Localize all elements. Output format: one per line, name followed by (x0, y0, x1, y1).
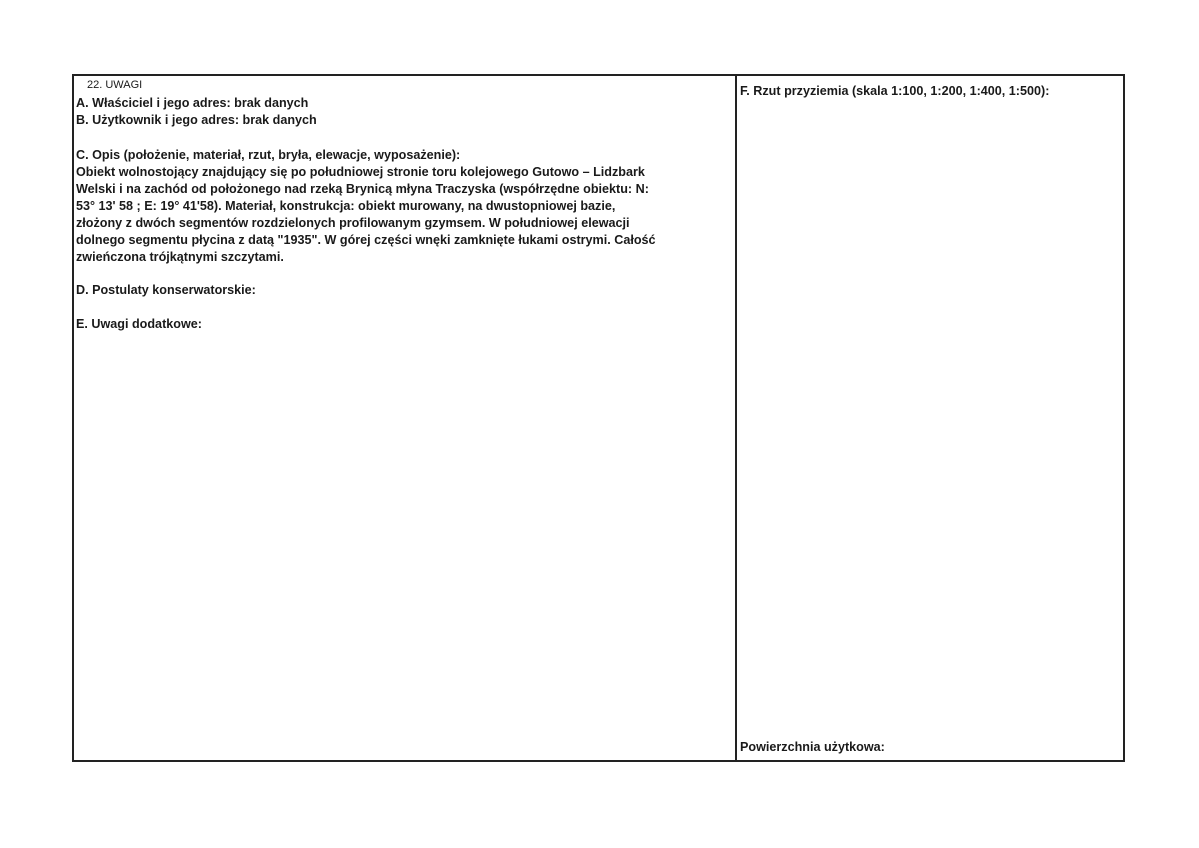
floor-plan-heading: F. Rzut przyziemia (skala 1:100, 1:200, 1:400, 1:500): (740, 84, 1050, 98)
description-heading: C. Opis (położenie, materiał, rzut, bryła, elewacje, wyposażenie): (76, 148, 461, 162)
form-sheet (72, 74, 1125, 762)
description-body: Obiekt wolnostojący znajdujący się po południowej stronie toru kolejowego Gutowo – Lidzbark Welski i na zachód od położonego nad rzeką Brynicą młyna Traczyska (współrzędne obiektu: N: 53° 13' 58 ; E: 19° 41'58). Materiał, konstrukcja: obiekt murowany, na dwustopniowej bazie, złożony z dwóch segmentów rozdzielonych profilowanym gzymsem. W południowej elewacji dolnego segmentu płycina z datą "1935". W górej części wnęki zamknięte łukami ostrymi. Całość zwieńczona trójkątnymi szczytami. (76, 165, 656, 264)
owner-field: A. Właściciel i jego adres: brak danych (76, 96, 309, 110)
floor-plan-column (737, 76, 1123, 760)
user-field: B. Użytkownik i jego adres: brak danych (76, 113, 317, 127)
conservation-postulates-field: D. Postulaty konserwatorskie: (76, 283, 256, 297)
remarks-column (74, 76, 737, 760)
floor-plan-drawing-area (737, 106, 1123, 730)
section-number-label: 22. UWAGI (87, 79, 143, 91)
usable-area-label: Powierzchnia użytkowa: (740, 740, 885, 754)
additional-remarks-field: E. Uwagi dodatkowe: (76, 317, 202, 331)
